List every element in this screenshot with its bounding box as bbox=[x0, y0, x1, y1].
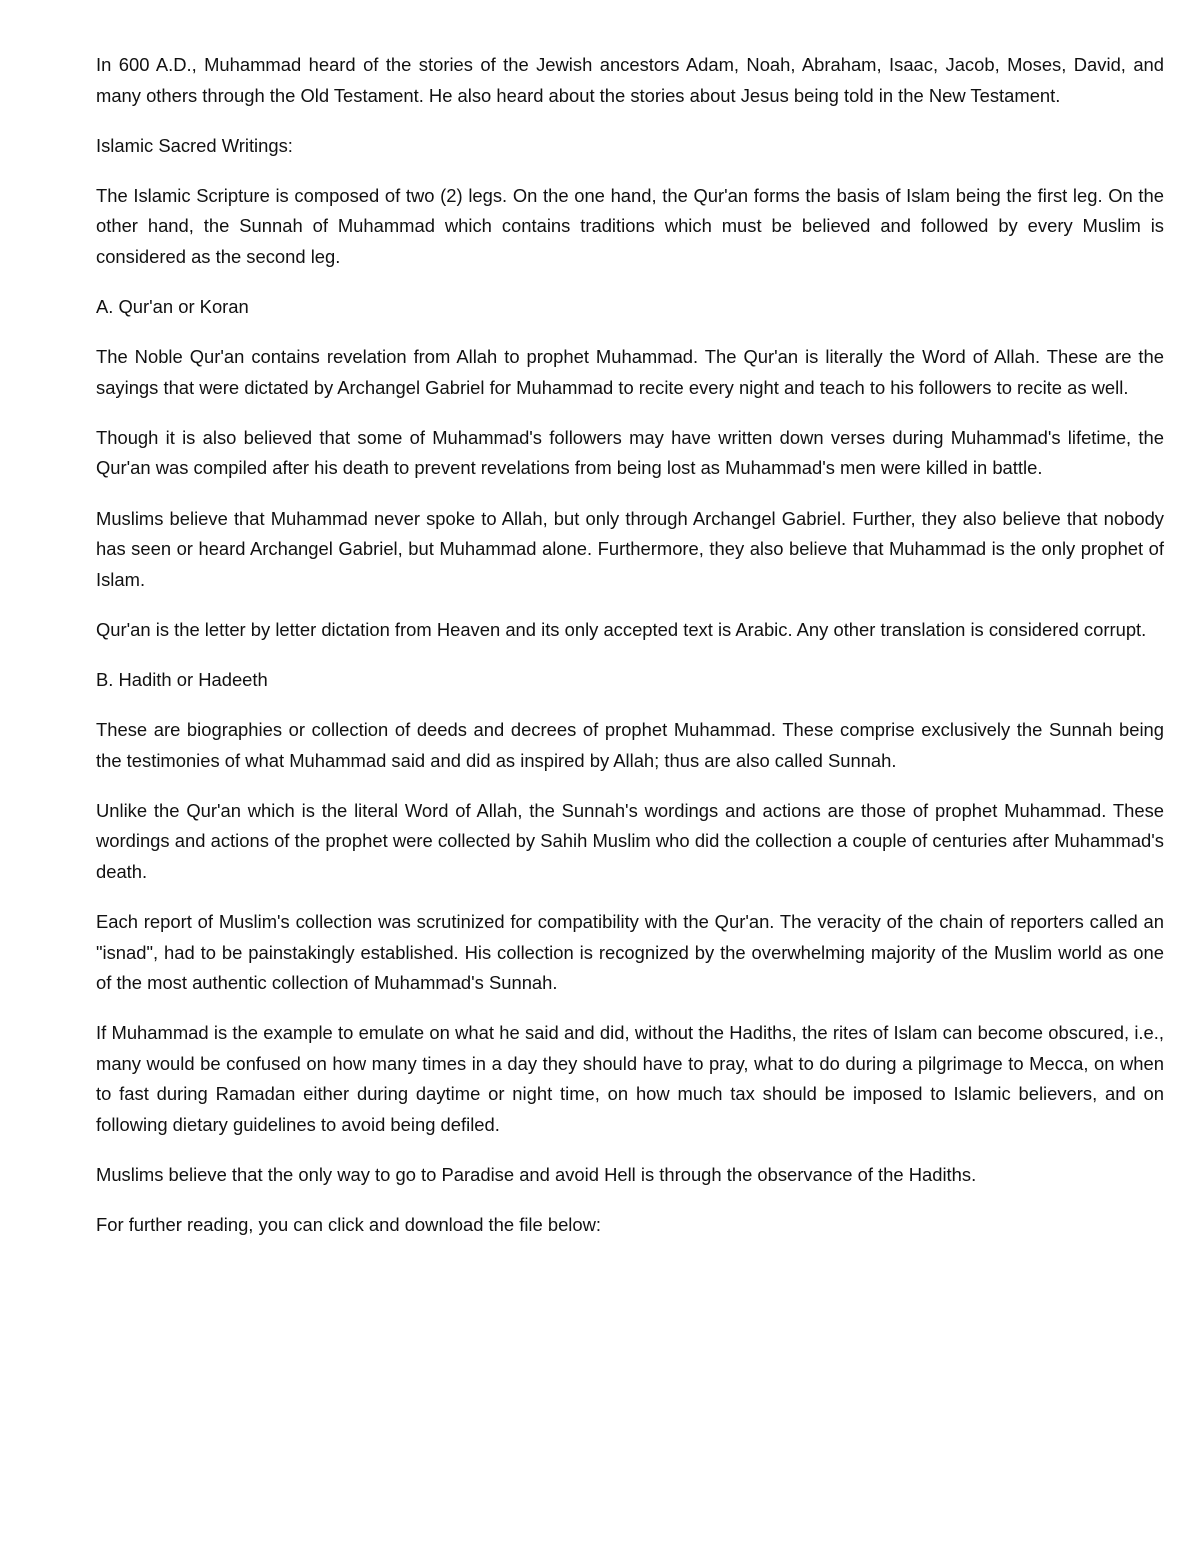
hadith-heading: B. Hadith or Hadeeth bbox=[96, 668, 268, 690]
hadith-paragraph-4: If Muhammad is the example to emulate on what he said and did, without the Hadiths, the rites of Islam can become obscured, i.e., many would be confused on how many times in a day they should have to pray, what to do during a pilgrimage to Mecca, on when to fast during Ramadan either during daytime or night time, on how much tax should be imposed to Islamic believers, and on following dietary guidelines to avoid being defiled. bbox=[96, 1022, 1164, 1136]
hadith-paragraph-3: Each report of Muslim's collection was scrutinized for compatibility with the Qur'an. The veracity of the chain of reporters called an "isnad", had to be painstakingly established. His collection is recognized by the overwhelming majority of the Muslim world as one of the most authentic collection of Muhammad's Sunnah. bbox=[96, 910, 1164, 994]
quran-heading: A. Qur'an or Koran bbox=[96, 296, 249, 318]
section-heading: Islamic Sacred Writings: bbox=[96, 134, 293, 156]
hadith-paragraph-1: These are biographies or collection of deeds and decrees of prophet Muhammad. These comprise exclusively the Sunnah being the testimonies of what Muhammad said and did as inspired by Allah; thus are also called Sunnah. bbox=[96, 719, 1164, 771]
quran-paragraph-3: Muslims believe that Muhammad never spoke to Allah, but only through Archangel Gabriel. Further, they also believe that nobody has seen or heard Archangel Gabriel, but Muhammad alone. Furthermore, they also believe that Muhammad is the only prophet of Islam. bbox=[96, 507, 1164, 590]
quran-paragraph-2: Though it is also believed that some of Muhammad's followers may have written down verses during Muhammad's lifetime, the Qur'an was compiled after his death to prevent revelations from being lost as Muhammad's men were killed in battle. bbox=[96, 426, 1164, 479]
intro-paragraph: In 600 A.D., Muhammad heard of the stories of the Jewish ancestors Adam, Noah, Abraham, Isaac, Jacob, Moses, David, and many others through the Old Testament. He also heard about the stories about Jesus being told in the New Testament. bbox=[96, 54, 1164, 106]
hadith-paragraph-5: Muslims believe that the only way to go to Paradise and avoid Hell is through the observance of the Hadiths. bbox=[96, 1164, 977, 1186]
closing-paragraph: For further reading, you can click and download the file below: bbox=[96, 1214, 602, 1236]
hadith-paragraph-2: Unlike the Qur'an which is the literal Word of Allah, the Sunnah's wordings and actions are those of prophet Muhammad. These wordings and actions of the prophet were collected by Sahih Muslim who did the collection a couple of centuries after Muhammad's death. bbox=[96, 799, 1164, 882]
scripture-legs-paragraph: The Islamic Scripture is composed of two (2) legs. On the one hand, the Qur'an forms the basis of Islam being the first leg. On the other hand, the Sunnah of Muhammad which contains traditions which must be believed and followed by every Muslim is considered as the second leg. bbox=[96, 184, 1164, 267]
quran-paragraph-1: The Noble Qur'an contains revelation from Allah to prophet Muhammad. The Qur'an is literally the Word of Allah. These are the sayings that were dictated by Archangel Gabriel for Muhammad to recite every night and teach to his followers to recite as well. bbox=[96, 346, 1164, 398]
quran-paragraph-4: Qur'an is the letter by letter dictation from Heaven and its only accepted text is Arabic. Any other translation is considered corrupt. bbox=[96, 618, 1147, 640]
document-page bbox=[96, 50, 1164, 1260]
